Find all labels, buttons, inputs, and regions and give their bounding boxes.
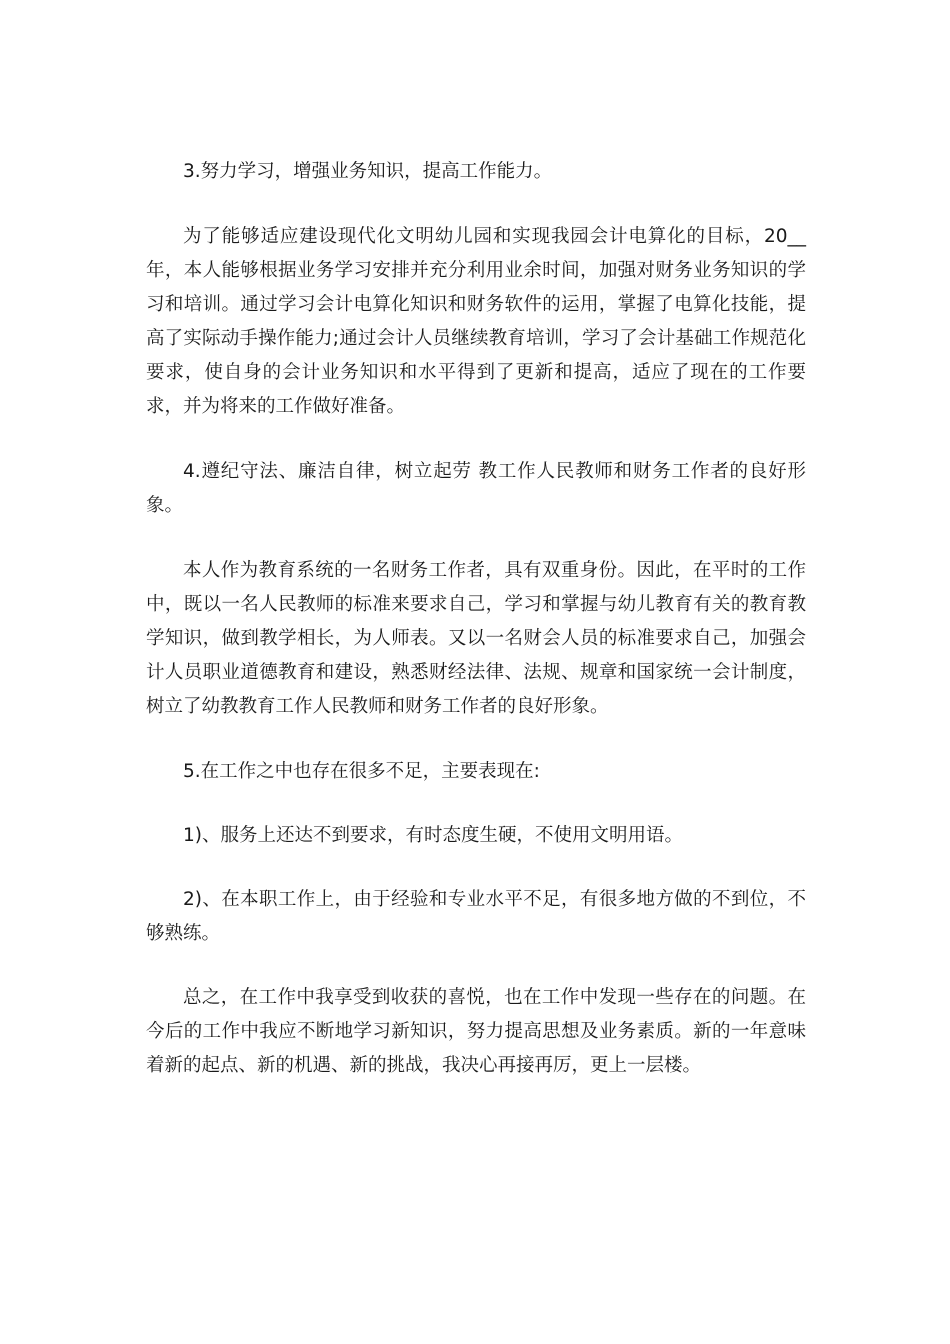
section-heading-4: 4.遵纪守法、廉洁自律，树立起劳 教工作人民教师和财务工作者的良好形象。 (146, 461, 806, 516)
paragraph-study: 为了能够适应建设现代化文明幼儿园和实现我园会计电算化的目标，20__年，本人能够根据业务学习安排并充分利用业余时间，加强对财务业务知识的学习和培训。通过学习会计电算化知识和财务软件的运用，掌握了电算化技能，提高了实际动手操作能力;通过会计人员继续教育培训，学习了会计基础工作规范化要求，使自身的会计业务知识和水平得到了更新和提高，适应了现在的工作要求，并为将来的工作做好准备。 (146, 226, 806, 417)
shortcoming-item-2: 2)、在本职工作上，由于经验和专业水平不足，有很多地方做的不到位，不够熟练。 (146, 889, 806, 944)
section-heading-5: 5.在工作之中也存在很多不足，主要表现在: (183, 761, 540, 782)
section-heading-3: 3.努力学习，增强业务知识，提高工作能力。 (183, 161, 553, 182)
document-body (146, 155, 806, 1083)
shortcoming-item-1: 1)、服务上还达不到要求，有时态度生硬，不使用文明用语。 (183, 825, 683, 846)
paragraph-dual-identity: 本人作为教育系统的一名财务工作者，具有双重身份。因此，在平时的工作中，既以一名人民教师的标准来要求自己，学习和掌握与幼儿教育有关的教育教学知识，做到教学相长，为人师表。又以一名财会人员的标准要求自己，加强会计人员职业道德教育和建设，熟悉财经法律、法规、规章和国家统一会计制度，树立了幼教教育工作人民教师和财务工作者的良好形象。 (146, 560, 806, 717)
paragraph-conclusion: 总之，在工作中我享受到收获的喜悦，也在工作中发现一些存在的问题。在今后的工作中我应不断地学习新知识，努力提高思想及业务素质。新的一年意味着新的起点、新的机遇、新的挑战，我决心再接再厉，更上一层楼。 (146, 987, 806, 1076)
